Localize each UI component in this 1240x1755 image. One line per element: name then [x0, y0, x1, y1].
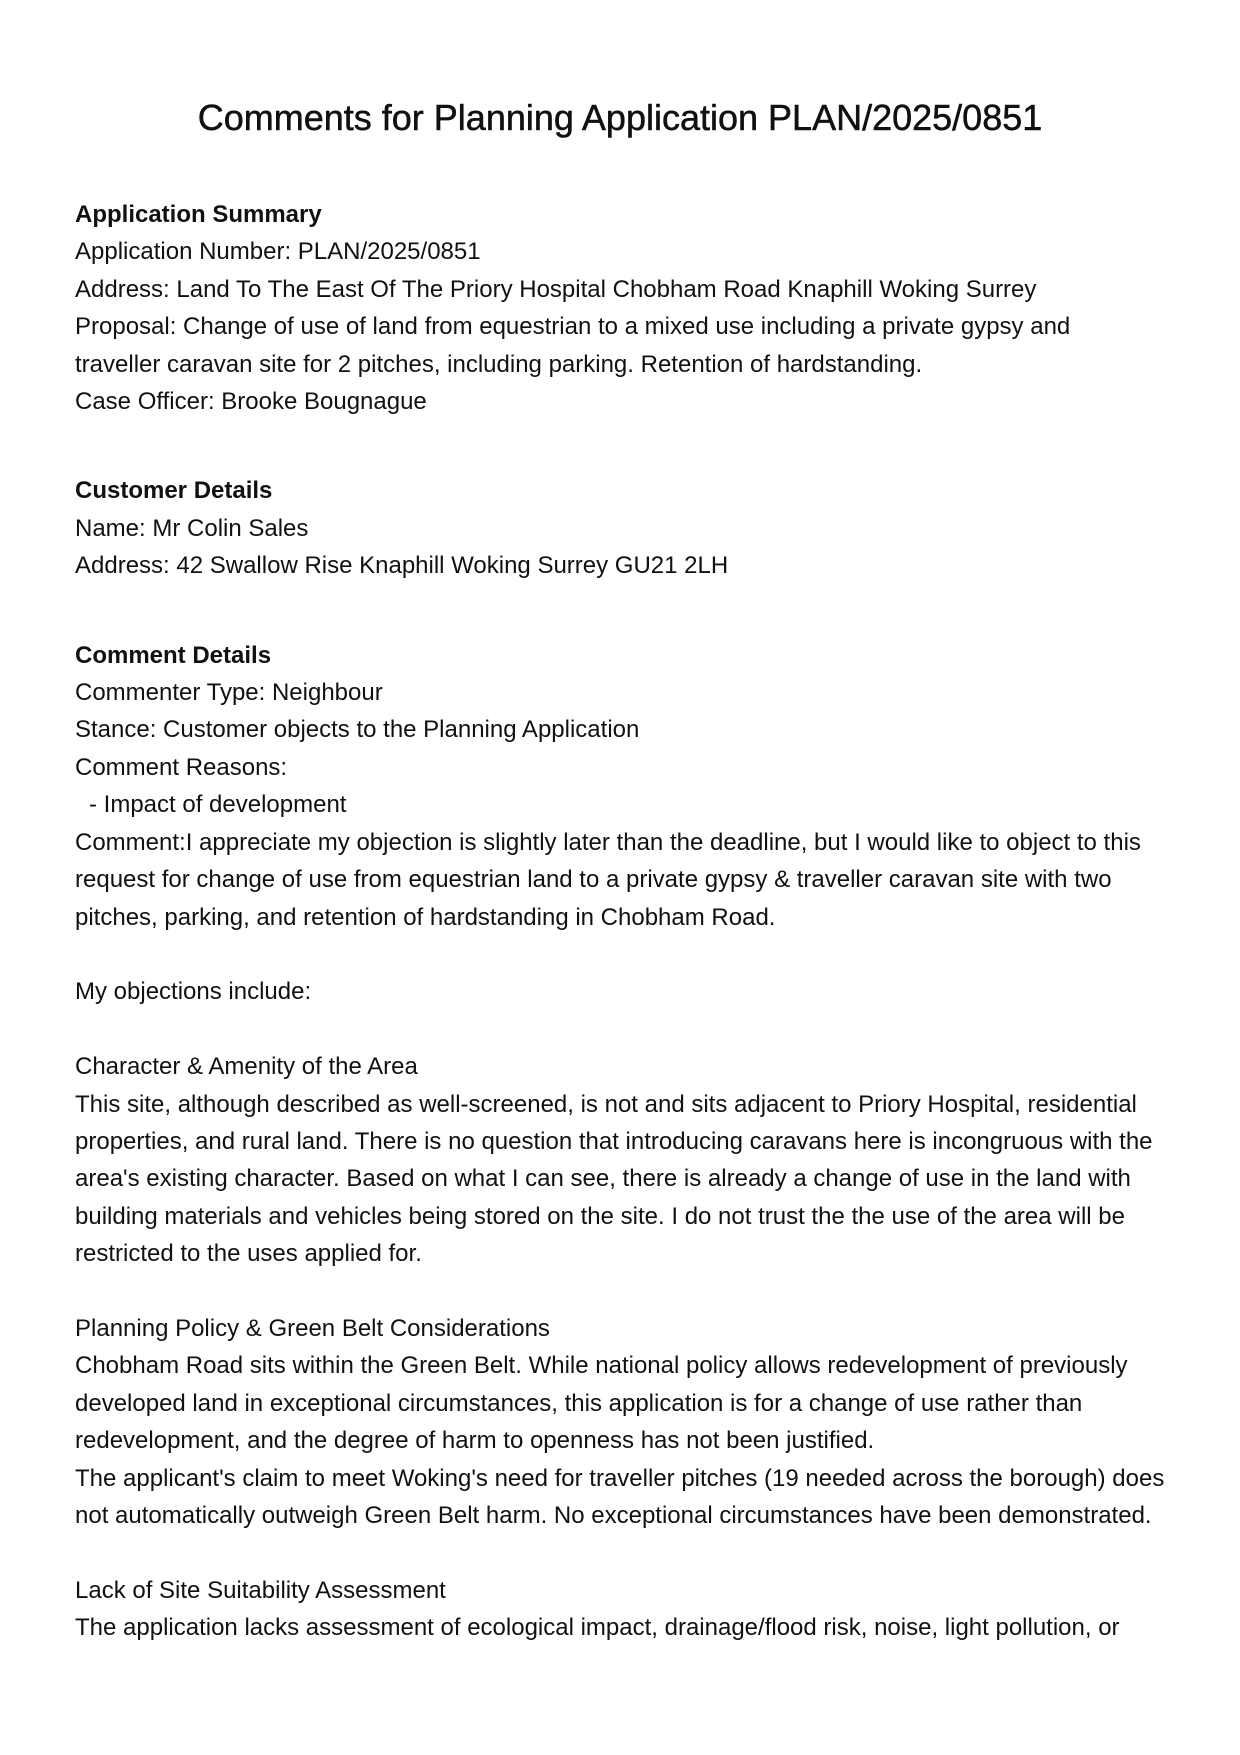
stance: Stance: Customer objects to the Planning Application — [75, 716, 640, 744]
paragraph-gap — [75, 1011, 1175, 1048]
paragraph-gap — [75, 1273, 1175, 1310]
proposal-line-2: traveller caravan site for 2 pitches, including parking. Retention of hardstanding. — [75, 350, 923, 378]
document-page — [75, 94, 1175, 1647]
paragraph-gap — [75, 1534, 1175, 1571]
application-number: Application Number: PLAN/2025/0851 — [75, 238, 481, 266]
paragraph-gap — [75, 936, 1175, 973]
proposal-line-1: Proposal: Change of use of land from equestrian to a mixed use including a private gypsy and — [75, 313, 1071, 341]
character-body: This site, although described as well-screened, is not and sits adjacent to Priory Hospital, residential properties, and rural land. There is no question that introducing caravans here is incongruous with the area's existing character. Based on what I can see, there is already a change of use in the land with building materials and vehicles being stored on the site. I do not trust the the use of the area will be restricted to the uses applied for. — [75, 1090, 1153, 1268]
comment-intro: Comment:I appreciate my objection is slightly later than the deadline, but I would like to object to this request for change of use from equestrian land to a private gypsy & traveller caravan site with two pitches, parking, and retention of hardstanding in Chobham Road. — [75, 828, 1141, 931]
suitability-heading: Lack of Site Suitability Assessment — [75, 1576, 446, 1604]
comment-reason-item: - Impact of development — [89, 791, 347, 819]
customer-details-section — [75, 472, 1175, 584]
commenter-type: Commenter Type: Neighbour — [75, 679, 383, 707]
policy-heading: Planning Policy & Green Belt Considerations — [75, 1314, 550, 1342]
policy-body-1: Chobham Road sits within the Green Belt. While national policy allows redevelopment of previously developed land in exceptional circumstances, this application is for a change of use rather than redevelopment, and the degree of harm to openness has not been justified. — [75, 1352, 1128, 1455]
customer-address: Address: 42 Swallow Rise Knaphill Woking Surrey GU21 2LH — [75, 552, 729, 580]
character-heading: Character & Amenity of the Area — [75, 1053, 418, 1081]
customer-name: Name: Mr Colin Sales — [75, 514, 309, 542]
suitability-body: The application lacks assessment of ecological impact, drainage/flood risk, noise, light pollution, or — [75, 1614, 1120, 1642]
page-title: Comments for Planning Application PLAN/2025/0851 — [197, 97, 1043, 138]
customer-details-heading: Customer Details — [75, 477, 273, 505]
comment-details-section — [75, 637, 1175, 1647]
application-summary-heading: Application Summary — [75, 201, 322, 228]
case-officer: Case Officer: Brooke Bougnague — [75, 388, 427, 416]
comment-reasons-label: Comment Reasons: — [75, 753, 288, 781]
comment-details-heading: Comment Details — [75, 641, 272, 669]
policy-body-2: The applicant's claim to meet Woking's need for traveller pitches (19 needed across the borough) does not automatically outweigh Green Belt harm. No exceptional circumstances have been demonstrated. — [75, 1464, 1165, 1529]
objections-intro: My objections include: — [75, 978, 312, 1006]
application-address: Address: Land To The East Of The Priory Hospital Chobham Road Knaphill Woking Surrey — [75, 275, 1037, 303]
application-summary-section — [75, 196, 1175, 420]
